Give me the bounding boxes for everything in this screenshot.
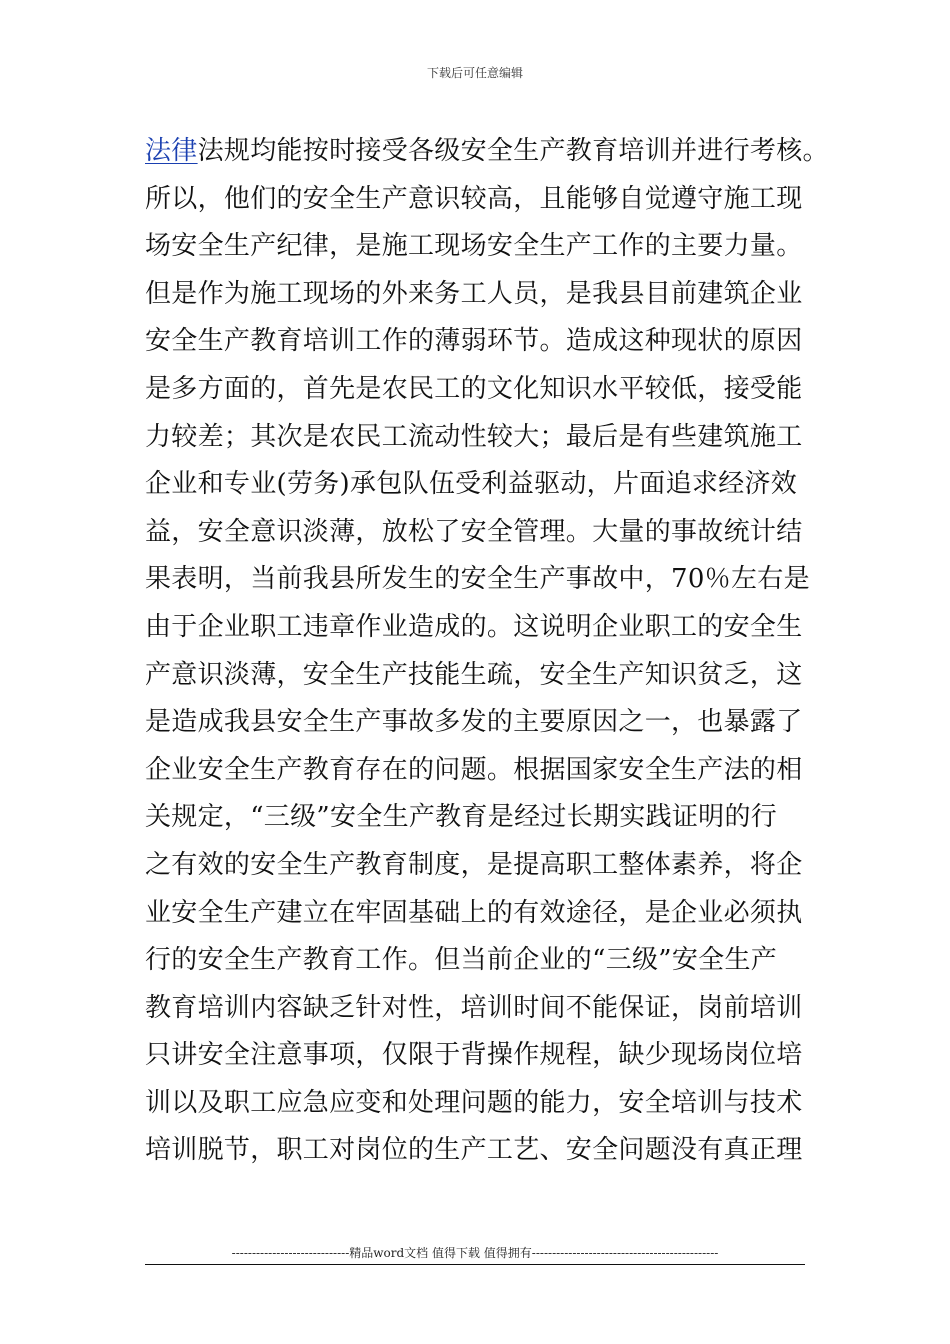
text-line: 果表明，当前我县所发生的安全生产事故中，70％左右是: [145, 564, 810, 595]
text-line: 所以，他们的安全生产意识较高，且能够自觉遵守施工现: [145, 183, 803, 214]
hyperlink-law[interactable]: 法律: [145, 136, 198, 166]
text-line: 益，安全意识淡薄，放松了安全管理。大量的事故统计结: [145, 516, 803, 547]
text-line: 是多方面的，首先是农民工的文化知识水平较低，接受能: [145, 373, 803, 404]
document-body: [145, 128, 829, 1175]
text-line: 由于企业职工违章作业造成的。这说明企业职工的安全生: [145, 611, 803, 642]
text-line: 培训脱节，职工对岗位的生产工艺、安全问题没有真正理: [145, 1135, 803, 1166]
footer-divider: [145, 1264, 805, 1265]
text-line: 是造成我县安全生产事故多发的主要原因之一，也暴露了: [145, 707, 803, 738]
text-line: 产意识淡薄，安全生产技能生疏，安全生产知识贫乏，这: [145, 659, 803, 690]
text-line: 企业安全生产教育存在的问题。根据国家安全生产法的相: [145, 754, 803, 785]
text-line-rest: 法规均能按时接受各级安全生产教育培训并进行考核。: [197, 136, 829, 166]
text-line: 安全生产教育培训工作的薄弱环节。造成这种现状的原因: [145, 326, 803, 357]
text-line: 关规定，“三级”安全生产教育是经过长期实践证明的行: [145, 802, 778, 833]
page-header: 下载后可任意编辑: [426, 66, 523, 80]
text-line: 只讲安全注意事项，仅限于背操作规程，缺少现场岗位培: [145, 1040, 803, 1071]
text-line: 教育培训内容缺乏针对性，培训时间不能保证，岗前培训: [145, 992, 803, 1023]
text-line: 之有效的安全生产教育制度，是提高职工整体素养，将企: [145, 849, 803, 880]
text-line: 企业和专业(劳务)承包队伍受利益驱动，片面追求经济效: [145, 469, 798, 500]
page-footer: -----------------------------精品word文档 值得下载 值得拥有----------------------------------------------: [231, 1246, 719, 1260]
text-line: [145, 128, 829, 176]
text-line: 行的安全生产教育工作。但当前企业的“三级”安全生产: [145, 945, 778, 976]
text-line: 训以及职工应急应变和处理问题的能力，安全培训与技术: [145, 1087, 803, 1118]
text-line: 力较差；其次是农民工流动性较大；最后是有些建筑施工: [145, 421, 803, 452]
text-line: 场安全生产纪律，是施工现场安全生产工作的主要力量。: [145, 231, 803, 262]
text-line: 但是作为施工现场的外来务工人员，是我县目前建筑企业: [145, 278, 803, 309]
text-line: 业安全生产建立在牢固基础上的有效途径，是企业必须执: [145, 897, 803, 928]
